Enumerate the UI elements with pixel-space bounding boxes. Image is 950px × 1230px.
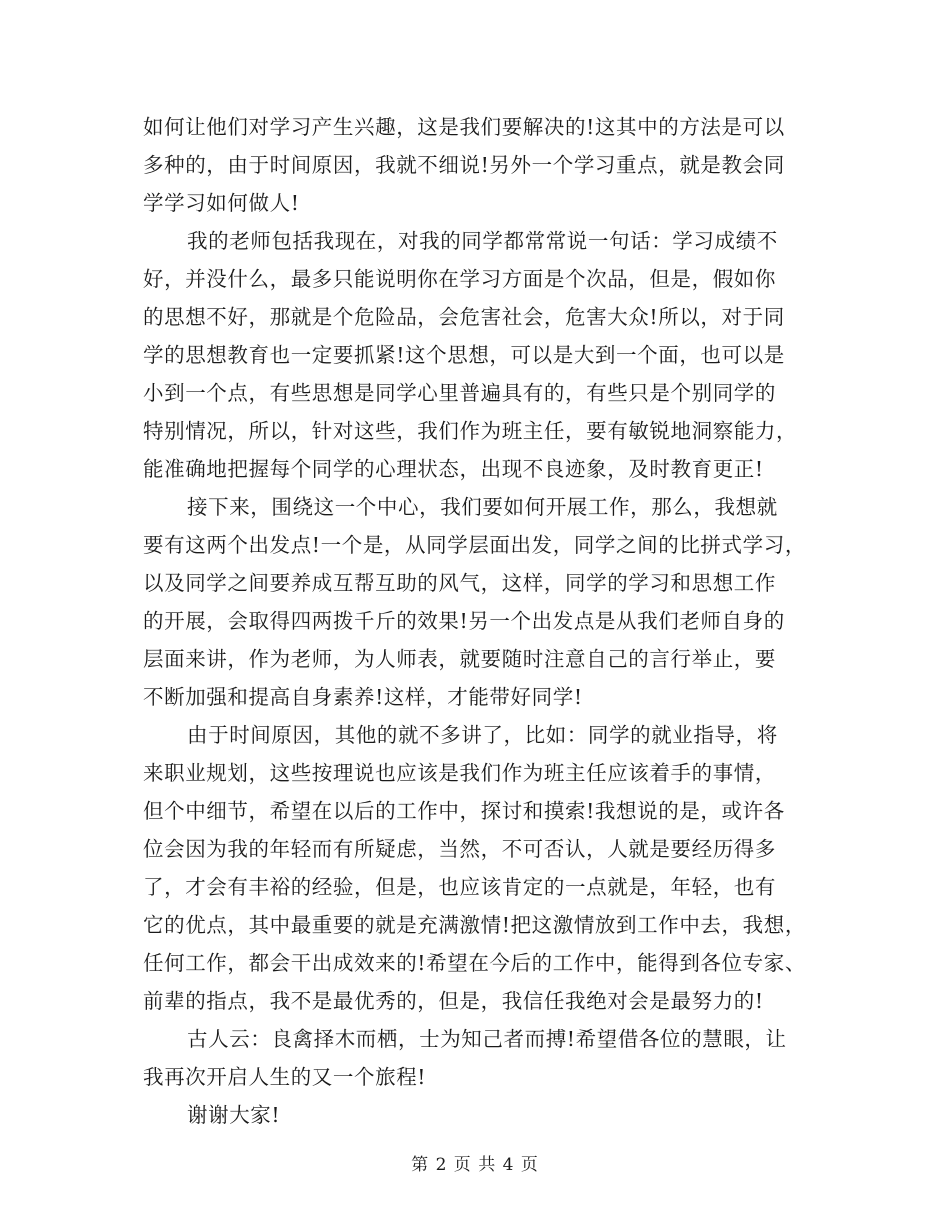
document-body <box>143 108 823 1134</box>
paragraph-first-line: 古人云：良禽择木而栖，士为知己者而搏!希望借各位的慧眼，让 <box>187 1027 787 1051</box>
text-line: 要有这两个出发点!一个是，从同学层面出发，同学之间的比拼式学习， <box>143 533 806 557</box>
text-line: 它的优点，其中最重要的就是充满激情!把这激情放到工作中去，我想， <box>143 913 806 937</box>
text-line: 小到一个点，有些思想是同学心里普遍具有的，有些只是个别同学的 <box>143 381 776 405</box>
text-line: 但个中细节，希望在以后的工作中，探讨和摸索!我想说的是，或许各 <box>143 799 785 823</box>
text-line: 我再次开启人生的又一个旅程! <box>143 1065 427 1089</box>
paragraph-first-line: 由于时间原因，其他的就不多讲了，比如：同学的就业指导，将 <box>187 723 778 747</box>
text-line: 来职业规划，这些按理说也应该是我们作为班主任应该着手的事情， <box>143 761 776 785</box>
text-line: 的思想不好，那就是个危险品，会危害社会，危害大众!所以，对于同 <box>143 305 785 329</box>
text-line: 学学习如何做人! <box>143 191 300 215</box>
text-line: 了，才会有丰裕的经验，但是，也应该肯定的一点就是，年轻，也有 <box>143 875 776 899</box>
text-line: 层面来讲，作为老师，为人师表，就要随时注意自己的言行举止，要 <box>143 647 776 671</box>
text-line: 不断加强和提高自身素养!这样，才能带好同学! <box>143 685 583 709</box>
paragraph-first-line: 接下来，围绕这一个中心，我们要如何开展工作，那么，我想就 <box>187 495 778 519</box>
text-line: 如何让他们对学习产生兴趣，这是我们要解决的!这其中的方法是可以 <box>143 115 785 139</box>
text-line: 多种的，由于时间原因，我就不细说!另外一个学习重点，就是教会同 <box>143 153 785 177</box>
text-line: 以及同学之间要养成互帮互助的风气，这样，同学的学习和思想工作 <box>143 571 776 595</box>
text-line: 特别情况，所以，针对这些，我们作为班主任，要有敏锐地洞察能力， <box>143 419 798 443</box>
paragraph-first-line: 谢谢大家! <box>187 1103 281 1127</box>
text-line: 位会因为我的年轻而有所疑虑，当然，不可否认，人就是要经历得多 <box>143 837 776 861</box>
text-line: 的开展，会取得四两拨千斤的效果!另一个出发点是从我们老师自身的 <box>143 609 785 633</box>
paragraph-first-line: 我的老师包括我现在，对我的同学都常常说一句话：学习成绩不 <box>187 229 778 253</box>
text-line: 任何工作，都会干出成效来的!希望在今后的工作中，能得到各位专家、 <box>143 951 806 975</box>
text-line: 学的思想教育也一定要抓紧!这个思想，可以是大到一个面，也可以是 <box>143 343 785 367</box>
text-line: 前辈的指点，我不是最优秀的，但是，我信任我绝对会是最努力的! <box>143 989 764 1013</box>
text-line: 好，并没什么，最多只能说明你在学习方面是个次品，但是，假如你 <box>143 267 776 291</box>
page-number-footer: 第 2 页 共 4 页 <box>411 1155 539 1175</box>
text-line: 能准确地把握每个同学的心理状态，出现不良迹象，及时教育更正! <box>143 457 764 481</box>
